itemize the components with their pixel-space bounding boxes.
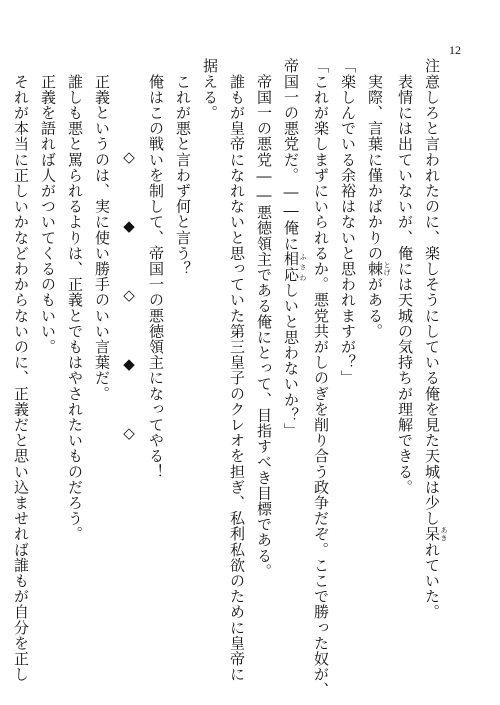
text-line: 据える。 xyxy=(201,58,219,121)
text-line: 「楽しんでいる余裕はないと思われますが？」 xyxy=(339,58,357,386)
section-break-ornament: ◇ ◆ ◇ ◆ ◇ xyxy=(120,148,138,460)
text-line: 正義というのは、実に使い勝手のいい言葉だ。 xyxy=(93,58,111,402)
text-line: 帝国一の悪党――悪徳領主である俺にとって、目指すべき目標である。 xyxy=(255,58,273,579)
ruby-annotation: 棘 とげ xyxy=(366,260,391,277)
text-line: 誰もが皇帝になれないと思っていた第三皇子のクレオを担ぎ、私利私欲のために皇帝に xyxy=(228,58,246,682)
text-line: 俺はこの戦いを制して、帝国一の悪徳領主になってやる！ xyxy=(147,58,165,480)
text-line: これが悪と言わず何と言う？ xyxy=(174,58,192,277)
text-line: それが本当に正しいかなどわからないのに、正義だと思い込ませれば誰もが自分を正し xyxy=(12,58,30,682)
vertical-text-body xyxy=(7,58,448,698)
text-line: 「これが楽しまずにいられるか。悪党共がしのぎを削り合う政争だぞ。ここで勝った奴が、 xyxy=(312,58,330,698)
page-number: 12 xyxy=(449,43,461,57)
text-line: 正義を語れば人がついてくるのもいい。 xyxy=(39,58,57,355)
text-line: 誰しも悪と罵られるよりは、正義とでもはやされたいものだろう。 xyxy=(66,58,84,542)
text-line: 帝国一の悪党だ。――俺に相応 ふさわしいと思わないか？」 xyxy=(282,58,307,439)
ruby-annotation: 相応 ふさわ xyxy=(282,251,307,283)
ruby-annotation: 呆 あき xyxy=(423,526,448,542)
text-line: 実際、言葉に僅かばかりの棘 とげがある。 xyxy=(366,58,391,339)
text-line: 表情には出ていないが、俺には天城の気持ちが理解できる。 xyxy=(396,58,414,495)
text-line: 注意しろと言われたのに、楽しそうにしている俺を見た天城は少し呆 あきれていた。 xyxy=(423,58,448,620)
